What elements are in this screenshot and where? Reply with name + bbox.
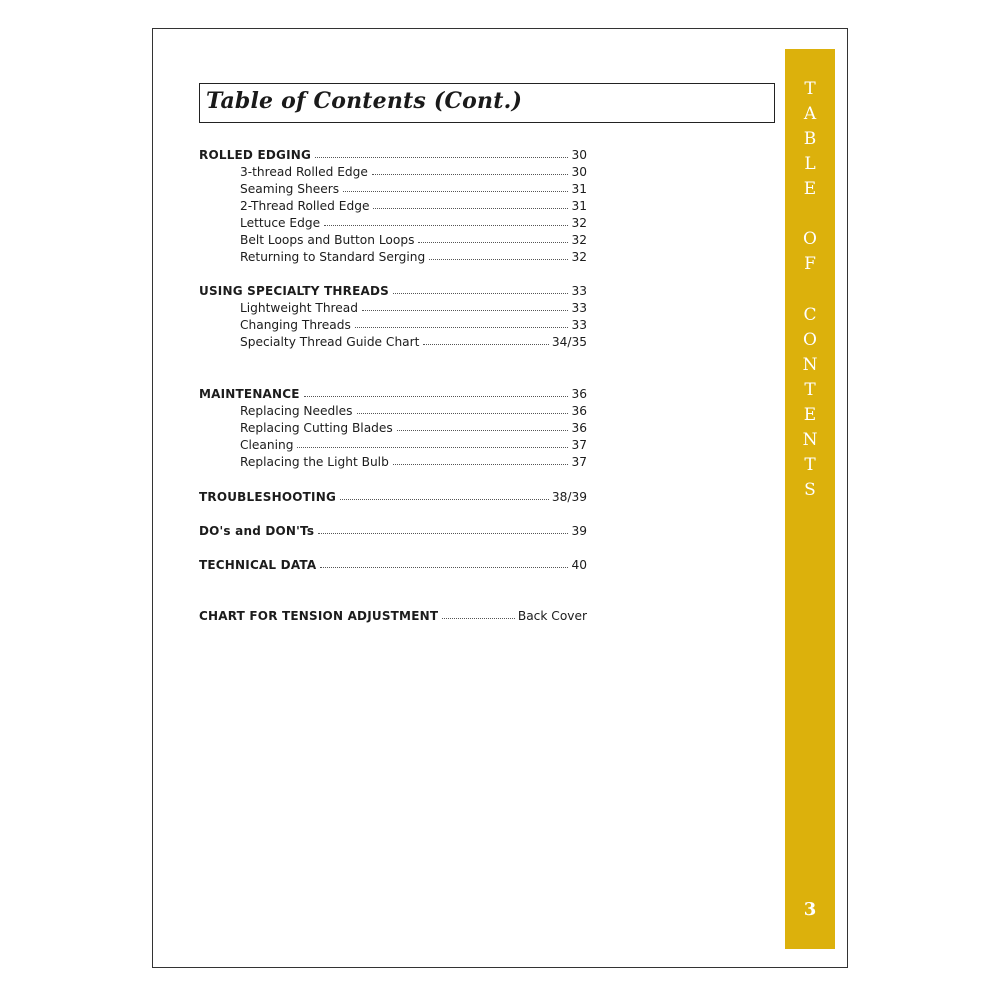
toc-entry-label: Changing Threads [240, 318, 351, 332]
toc-entry[interactable] [240, 179, 587, 196]
dot-leader [357, 413, 569, 414]
toc-entry[interactable] [240, 247, 587, 264]
toc-page-number: 38/39 [551, 490, 587, 504]
toc-section[interactable] [199, 555, 587, 572]
toc-page-number: 36 [571, 404, 587, 418]
toc-section-label: CHART FOR TENSION ADJUSTMENT [199, 609, 439, 623]
page-number: 3 [803, 899, 817, 920]
tab-letter: T [804, 79, 816, 99]
toc-page-number: 36 [571, 421, 587, 435]
toc-entry[interactable] [240, 401, 587, 418]
tab-letter: F [804, 254, 816, 274]
toc-section[interactable] [199, 487, 587, 504]
toc-page-number: 39 [571, 524, 587, 538]
toc-page-number: 33 [571, 318, 587, 332]
dot-leader [442, 618, 515, 619]
toc-page-number: 33 [571, 284, 587, 298]
tab-letter: E [803, 405, 817, 425]
toc-entry[interactable] [240, 418, 587, 435]
dot-leader [372, 174, 569, 175]
toc-entry-label: Specialty Thread Guide Chart [240, 335, 420, 349]
toc-entry[interactable] [240, 452, 587, 469]
dot-leader [393, 293, 568, 294]
toc-section-label: USING SPECIALTY THREADS [199, 284, 389, 298]
dot-leader [304, 396, 569, 397]
toc-entry-label: Seaming Sheers [240, 182, 340, 196]
toc-entry-label: Belt Loops and Button Loops [240, 233, 415, 247]
toc-page-number: 37 [571, 438, 587, 452]
toc-entry[interactable] [240, 230, 587, 247]
toc-section[interactable] [199, 281, 587, 298]
tab-letter: S [804, 480, 816, 500]
toc-entry-label: Replacing Cutting Blades [240, 421, 393, 435]
toc-section[interactable] [199, 384, 587, 401]
dot-leader [355, 327, 569, 328]
tab-letter: N [802, 355, 818, 375]
tab-letter: T [804, 380, 816, 400]
toc-page-number: 34/35 [551, 335, 587, 349]
toc-page-number: Back Cover [517, 609, 587, 623]
dot-leader [315, 157, 568, 158]
toc-section-label: ROLLED EDGING [199, 148, 312, 162]
toc-section[interactable] [199, 606, 587, 623]
tab-letter: T [804, 455, 816, 475]
dot-leader [297, 447, 568, 448]
toc-page-number: 32 [571, 250, 587, 264]
tab-letter: A [803, 104, 817, 124]
toc-entry[interactable] [240, 213, 587, 230]
tab-letter: B [803, 129, 817, 149]
toc-entry-label: Replacing the Light Bulb [240, 455, 389, 469]
toc-entry-label: 3-thread Rolled Edge [240, 165, 368, 179]
manual-page [152, 28, 848, 968]
toc-page-number: 36 [571, 387, 587, 401]
toc-section-label: TECHNICAL DATA [199, 558, 317, 572]
toc-entry-label: Lightweight Thread [240, 301, 358, 315]
dot-leader [362, 310, 568, 311]
toc-page-number: 30 [571, 165, 587, 179]
dot-leader [324, 225, 568, 226]
dot-leader [393, 464, 569, 465]
toc-page-number: 30 [571, 148, 587, 162]
toc-section-label: MAINTENANCE [199, 387, 300, 401]
dot-leader [418, 242, 568, 243]
tab-letter: L [804, 154, 816, 174]
dot-leader [340, 499, 549, 500]
toc-entry-label: Lettuce Edge [240, 216, 321, 230]
toc-section[interactable] [199, 145, 587, 162]
toc-section-label: TROUBLESHOOTING [199, 490, 336, 504]
toc-section[interactable] [199, 521, 587, 538]
toc-entry-label: Returning to Standard Serging [240, 250, 426, 264]
toc-entry-label: Cleaning [240, 438, 294, 452]
toc-entry[interactable] [240, 315, 587, 332]
toc-page-number: 32 [571, 233, 587, 247]
toc-entry-label: 2-Thread Rolled Edge [240, 199, 370, 213]
tab-letter: O [803, 229, 817, 249]
dot-leader [320, 567, 568, 568]
toc-entry[interactable] [240, 332, 587, 349]
toc-entry-label: Replacing Needles [240, 404, 353, 418]
tab-letter: C [803, 305, 817, 325]
toc-entry[interactable] [240, 435, 587, 452]
tab-letter: E [803, 179, 817, 199]
dot-leader [423, 344, 548, 345]
toc-entry[interactable] [240, 162, 587, 179]
toc-entry[interactable] [240, 196, 587, 213]
toc-page-number: 32 [571, 216, 587, 230]
toc-entry[interactable] [240, 298, 587, 315]
dot-leader [373, 208, 568, 209]
toc-page-number: 31 [571, 199, 587, 213]
tab-letter: N [802, 430, 818, 450]
dot-leader [429, 259, 568, 260]
dot-leader [397, 430, 569, 431]
toc-section-label: DO's and DON'Ts [199, 524, 315, 538]
toc-page-number: 37 [571, 455, 587, 469]
page-title: Table of Contents (Cont.) [206, 88, 523, 114]
dot-leader [343, 191, 568, 192]
title-box [199, 83, 775, 123]
dot-leader [318, 533, 568, 534]
chapter-tab [785, 49, 835, 949]
tab-letter: O [803, 330, 817, 350]
toc-page-number: 33 [571, 301, 587, 315]
toc-page-number: 31 [571, 182, 587, 196]
toc-page-number: 40 [571, 558, 587, 572]
